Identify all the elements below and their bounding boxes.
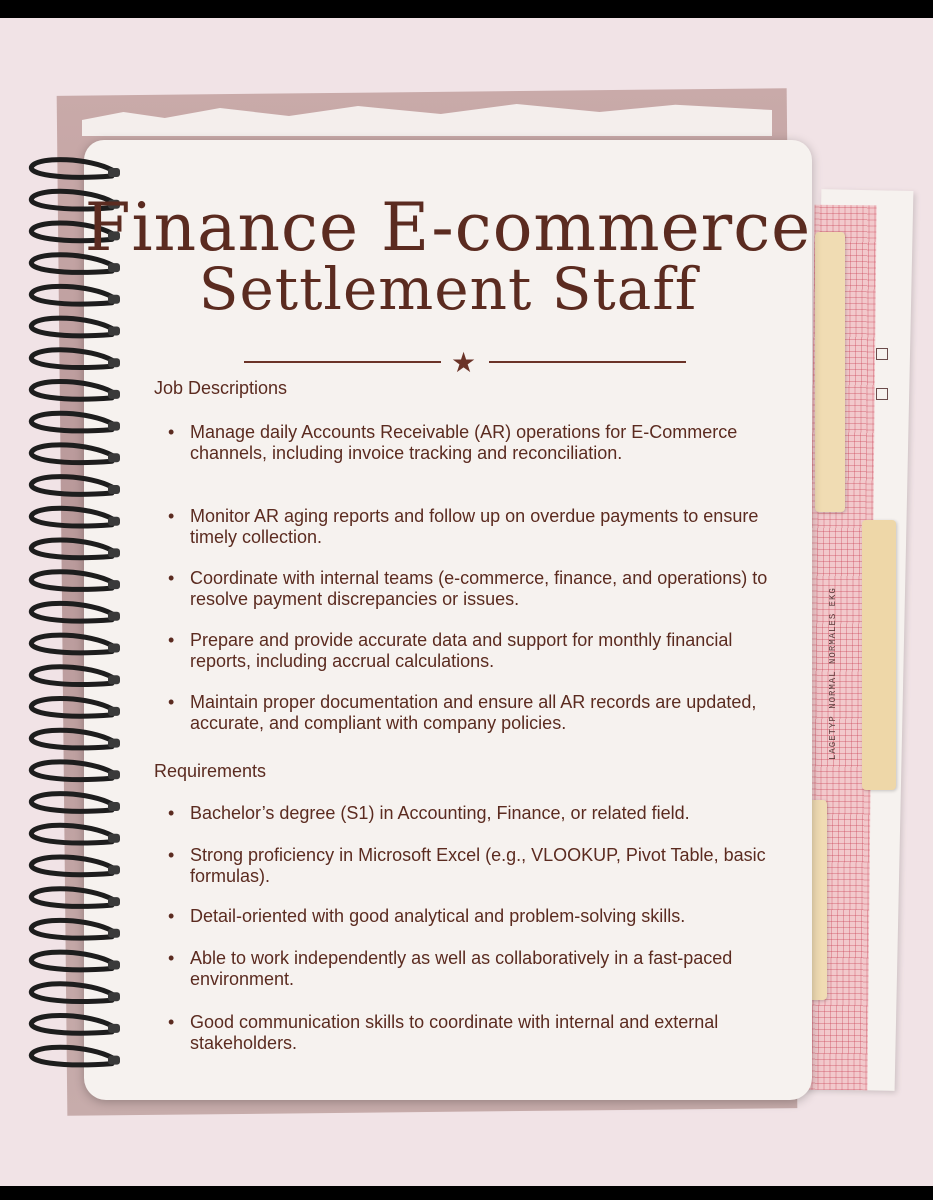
binding-hole — [108, 390, 120, 399]
spiral-ring — [31, 857, 112, 875]
spiral-ring — [31, 730, 112, 748]
bullet-icon: • — [168, 422, 175, 442]
binding-hole — [108, 327, 120, 336]
section-heading-requirements: Requirements — [154, 761, 267, 781]
spiral-ring — [31, 477, 112, 495]
binding-hole — [108, 802, 120, 811]
bullet-icon: • — [168, 845, 175, 865]
section-heading-job-descriptions: Job Descriptions — [154, 378, 288, 398]
spiral-ring — [31, 920, 112, 938]
bullet-icon: • — [168, 568, 175, 588]
spiral-binding — [0, 0, 140, 1110]
binding-hole — [108, 453, 120, 462]
binding-hole — [108, 548, 120, 557]
binding-hole — [108, 358, 120, 367]
page-title-line-1: Finance E-commerce — [84, 189, 812, 266]
spiral-ring — [31, 1015, 112, 1033]
list-item: • Coordinate with internal teams (e-commerce, finance, and operations) to resolve payment discrepancies or issues. — [168, 568, 768, 609]
bullet-icon: • — [168, 906, 175, 926]
divider-line-left — [244, 361, 441, 363]
spiral-ring — [31, 540, 112, 558]
binding-hole — [108, 644, 120, 653]
binding-hole — [108, 1024, 120, 1033]
ekg-sheet-text: LAGETYP NORMAL NORMALES EKG — [828, 587, 838, 760]
list-item: • Monitor AR aging reports and follow up on overdue payments to ensure timely collection. — [168, 506, 759, 547]
spiral-ring — [31, 762, 112, 780]
spiral-ring — [31, 572, 112, 590]
spiral-ring — [31, 413, 112, 431]
bullet-icon: • — [168, 692, 175, 712]
spiral-ring — [31, 889, 112, 907]
spiral-ring — [31, 635, 112, 653]
binding-hole — [108, 517, 120, 526]
bullet-icon: • — [168, 506, 175, 526]
folder-tab — [815, 232, 845, 512]
list-item: • Manage daily Accounts Receivable (AR) operations for E-Commerce channels, including invoice tracking and reconciliation. — [168, 422, 738, 463]
binding-hole — [108, 865, 120, 874]
list-item: • Maintain proper documentation and ensure all AR records are updated, accurate, and compliant with company policies. — [168, 692, 757, 733]
binding-hole — [108, 929, 120, 938]
checkbox-mark — [876, 348, 888, 360]
checkbox-mark — [876, 388, 888, 400]
bullet-icon: • — [168, 630, 175, 650]
binding-hole — [108, 675, 120, 684]
divider-line-right — [489, 361, 686, 363]
binding-hole — [108, 834, 120, 843]
spiral-ring — [31, 445, 112, 463]
binding-hole — [108, 707, 120, 716]
spiral-ring — [31, 508, 112, 526]
bullet-icon: • — [168, 803, 175, 823]
binding-hole — [108, 485, 120, 494]
binding-hole — [108, 168, 120, 177]
spiral-ring — [31, 825, 112, 843]
list-item: • Able to work independently as well as collaboratively in a fast-paced environment. — [168, 948, 733, 989]
spiral-ring — [31, 350, 112, 368]
binding-hole — [108, 961, 120, 970]
spiral-ring — [31, 1047, 112, 1065]
bullet-icon: • — [168, 1012, 175, 1032]
star-icon: ★ — [451, 347, 477, 378]
spiral-ring — [31, 984, 112, 1002]
binding-hole — [108, 739, 120, 748]
binding-hole — [108, 897, 120, 906]
spiral-ring — [31, 698, 112, 716]
binding-hole — [108, 612, 120, 621]
binding-hole — [108, 992, 120, 1001]
binding-hole — [108, 1056, 120, 1065]
spiral-ring — [31, 160, 112, 178]
list-item: • Good communication skills to coordinate with internal and external stakeholders. — [168, 1012, 719, 1053]
spiral-ring — [31, 794, 112, 812]
list-item: • Strong proficiency in Microsoft Excel (e.g., VLOOKUP, Pivot Table, basic formulas). — [168, 845, 766, 886]
spiral-ring — [31, 381, 112, 399]
spiral-ring — [31, 667, 112, 685]
binding-hole — [108, 580, 120, 589]
binding-hole — [108, 770, 120, 779]
bullet-icon: • — [168, 948, 175, 968]
spiral-ring — [31, 952, 112, 970]
folder-tab — [862, 520, 896, 790]
page-title-line-2: Settlement Staff — [198, 255, 698, 323]
bottom-black-bar — [0, 1186, 933, 1200]
list-item: • Detail-oriented with good analytical and problem-solving skills. — [168, 906, 686, 926]
spiral-ring — [31, 603, 112, 621]
list-item: • Bachelor’s degree (S1) in Accounting, Finance, or related field. — [168, 803, 690, 823]
binding-hole — [108, 422, 120, 431]
list-item: • Prepare and provide accurate data and support for monthly financial reports, including accrual calculations. — [168, 630, 733, 671]
